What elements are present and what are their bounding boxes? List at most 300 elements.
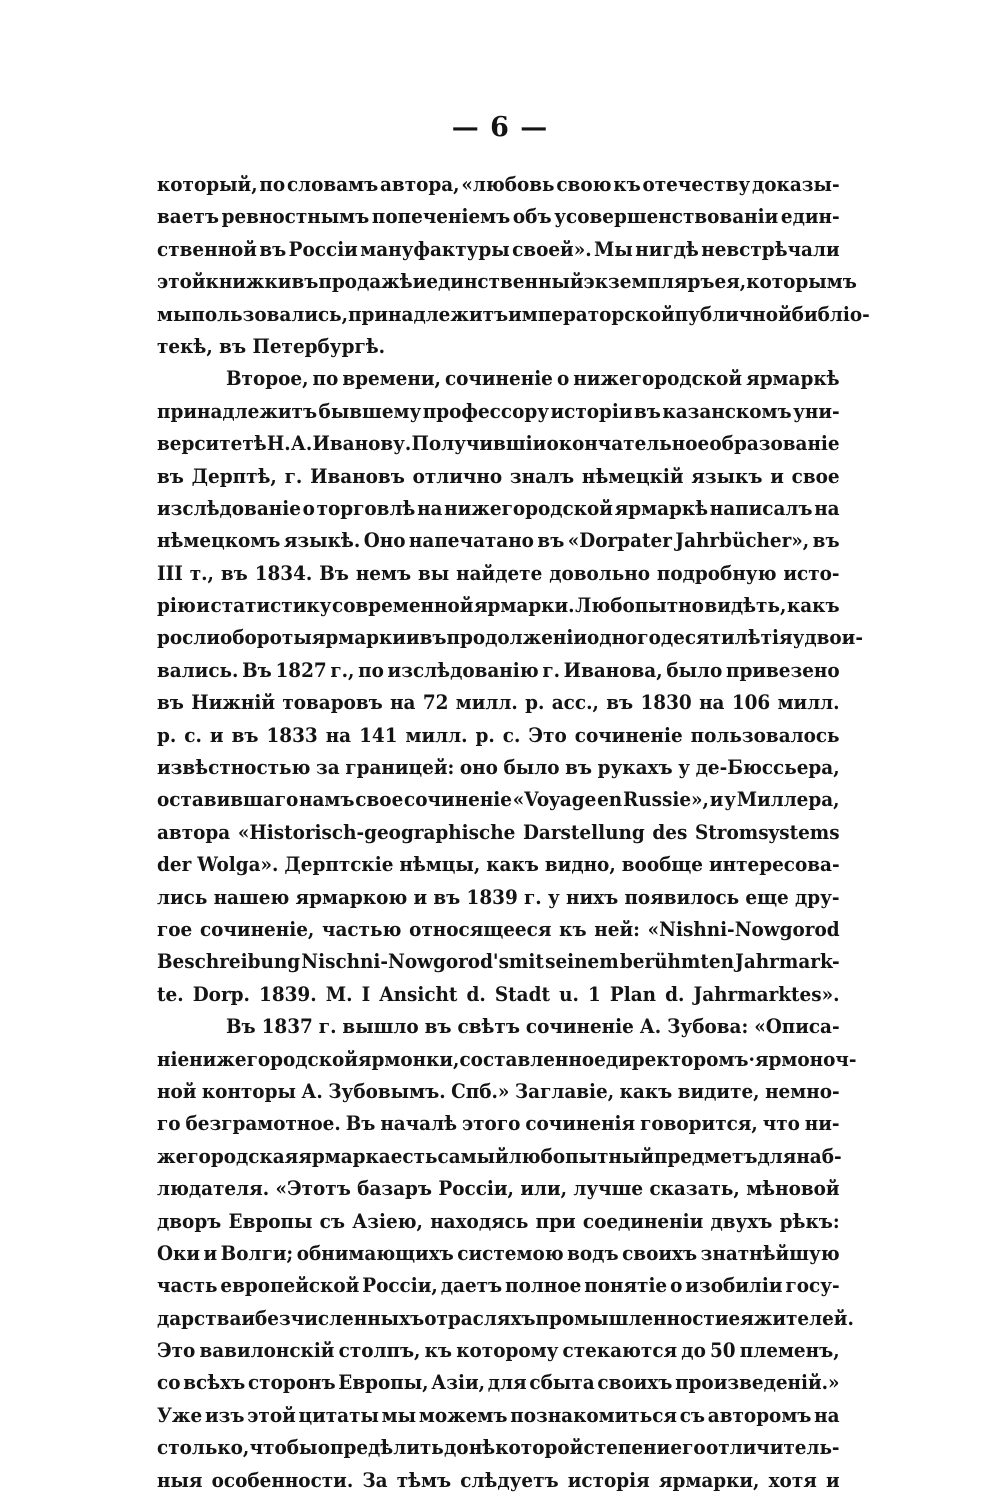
word: Въ [226,1014,256,1039]
word: объ [512,204,552,229]
word: ваетъ [157,204,219,229]
word: въ [291,269,319,294]
word: напечатано [408,528,534,553]
text-line [157,362,840,394]
word: найдете [456,560,543,585]
word: и [196,593,210,618]
word: 1830 [640,690,692,715]
word: и [709,787,724,812]
word: изслѣдованію [387,657,539,682]
word: Nischni-Nowgorod'smit [301,949,544,974]
word: сочиненіе, [199,916,315,941]
word: авторомъ [707,1402,812,1427]
word: нѣмецкомъ [157,528,281,553]
word: Заглавіе, [514,1078,615,1103]
word: жителей. [753,1305,854,1330]
word: въ [157,463,184,488]
word: гое [157,916,193,941]
word: самый [437,1143,509,1168]
word: ніе [157,1046,190,1071]
text-line [157,330,840,362]
text-line [157,200,840,232]
word: Нижній [191,690,275,715]
word: на [417,495,443,520]
word: с. [184,722,202,747]
text-line [157,881,840,913]
word: г. [284,463,303,488]
word: зналъ [509,463,575,488]
word: с. [502,722,521,747]
word: немъ [355,560,412,585]
word: ярмонки, [357,1046,460,1071]
word: г. [542,657,561,682]
word: Спб.» [451,1078,510,1103]
word: Stadt [494,981,550,1006]
word: милл. [405,722,468,747]
word: водъ [567,1240,619,1265]
word: товаровъ [282,690,383,715]
text-line [157,751,840,783]
word: сказать, [649,1176,740,1201]
text-line [157,427,840,459]
word: по [312,366,339,391]
word: росли [157,625,220,650]
word: Beschreibung [157,949,301,974]
word: доказы- [752,172,840,196]
word: и [770,463,784,488]
word: есть [390,1143,438,1168]
word: къ [559,916,587,941]
word: дарства [157,1305,242,1330]
word: въ [259,236,287,261]
word: принадлежитъ [157,398,318,423]
word: te. [157,981,184,1006]
word: Оно [363,528,406,553]
word: сбыта [529,1370,595,1395]
word: столпъ, [338,1338,421,1363]
word: степени [583,1435,671,1460]
text-line [157,1464,840,1496]
word: А. [301,1078,323,1103]
word: полное [505,1273,582,1298]
word: d. [466,981,486,1006]
word: исторія [567,1467,650,1492]
word: Дерптскіе [284,852,394,877]
word: съ [319,1208,345,1233]
word: Европы [228,1208,313,1233]
word: книжки [205,269,292,294]
word: г. [318,1014,337,1039]
word: словамъ [286,172,379,196]
word: исто- [783,560,840,585]
word: Получившіи [411,431,547,456]
word: было [666,657,723,682]
word: ея, [714,269,747,294]
text-line [157,557,840,589]
word: ярмаркою [295,884,408,909]
word: видно, [544,852,616,877]
word: нижегородской [444,495,613,520]
word: «любовь [461,172,555,196]
word: г., [330,657,355,682]
text-line [157,654,840,686]
text-line [157,945,840,977]
word: нѣмецкій [581,463,684,488]
word: или, [520,1176,568,1201]
word: ственной [157,236,257,261]
word: 1833 [266,722,318,747]
word: съ [679,1402,706,1427]
text-line [157,1269,840,1301]
word: относящееся [409,916,552,941]
word: европейской [220,1273,360,1298]
word: на [699,690,725,715]
word: безчисленныхъ [255,1305,425,1330]
word: торговлѣ [316,495,416,520]
word: подробную [656,560,777,585]
word: какъ [619,1078,673,1103]
word: въ [157,690,184,715]
word: въ [219,333,247,358]
text-line [157,1431,840,1463]
word: вались. [157,657,239,682]
word: Иванова, [563,657,663,682]
word: оставившаго [157,787,299,812]
word: частью [322,916,402,941]
word: Н. [266,431,291,456]
word: 106 [731,690,771,715]
word: Мы [594,236,633,261]
word: въ [220,560,248,585]
word: у [547,884,560,909]
word: привезено [725,657,840,682]
word: рѣкъ: [779,1208,840,1233]
word: продолженіи [446,625,588,650]
word: г. [524,884,542,909]
word: Ansicht [379,981,458,1006]
word: стекаются [562,1338,678,1363]
text-line [157,298,870,330]
word: отечеству [642,172,751,196]
word: со [157,1370,181,1395]
word: Дерптѣ, [191,463,277,488]
word: составленное [459,1046,606,1071]
word: Plan [609,981,657,1006]
word: особенности. [211,1467,354,1492]
word: экземпляръ [583,269,715,294]
word: къ [424,1338,453,1363]
word: seinem [545,949,619,974]
word: III [157,560,183,585]
word: 141 [359,722,398,747]
word: профессору [422,398,550,423]
text-line [157,783,840,815]
text-line [157,719,840,751]
text-line [157,686,840,718]
word: на [325,722,352,747]
word: для [757,1143,797,1168]
word: немно- [765,1078,840,1103]
word: Уже [157,1402,203,1427]
word: изслѣдованіе [157,495,301,520]
word: оно [459,755,498,780]
word: лучше [573,1176,644,1201]
word: которымъ [746,269,857,294]
word: по [358,657,384,682]
word: отлично [412,463,503,488]
word: Въ [319,560,349,585]
word: ни- [804,1111,840,1136]
word: языкѣ. [283,528,361,553]
word: наб- [796,1143,842,1168]
word: р. [157,722,177,747]
word: ·ярмоноч- [748,1046,857,1071]
word: дворъ [157,1208,222,1233]
word: часть [157,1273,218,1298]
word: обнимающихъ [296,1240,454,1265]
text-line [157,1140,840,1172]
text-line [157,233,840,265]
word: асс., [551,690,599,715]
word: дру- [795,884,840,909]
word: нижегородской [189,1046,358,1071]
word: «Nishni-Nowgorod [647,916,840,941]
word: даетъ [440,1273,503,1298]
word: вы [418,560,450,585]
word: en [597,787,623,812]
word: директоромъ [605,1046,749,1071]
word: автора [157,819,231,844]
word: этой [247,1402,296,1427]
word: при [535,1208,576,1233]
word: нѣмцы, [399,852,481,877]
word: верситетѣ [157,431,267,456]
word: «Описа- [754,1014,840,1039]
word: было [503,755,560,780]
word: милл. [455,690,518,715]
word: сторонъ [247,1370,336,1395]
word: и [241,1305,256,1330]
word: Wolga». [197,852,279,877]
word: интересова- [708,852,840,877]
word: и [413,884,428,909]
word: цитаты [298,1402,379,1427]
word: образованіе [709,431,840,456]
word: въ [565,755,593,780]
word: можемъ [418,1402,508,1427]
word: намъ [299,787,355,812]
word: Любопытно [575,593,704,618]
word: р. [475,722,495,747]
word: на [390,690,416,715]
word: появилось [624,884,740,909]
word: находясь [430,1208,529,1233]
word: «Dorpater [567,528,672,553]
text-line [157,621,863,653]
word: Оки [157,1240,200,1265]
word: «Этотъ [275,1176,351,1201]
word: обороты [219,625,312,650]
word: ней: [594,916,640,941]
word: А. [290,431,313,456]
word: что [762,1111,800,1136]
word: какъ [786,593,840,618]
word: на [814,1402,840,1427]
word: и [203,1240,218,1265]
text-line [157,1334,840,1366]
word: Россіи, [438,1176,514,1201]
word: Jahrmark- [735,949,840,974]
word: этого [461,1111,521,1136]
word: любопытный [508,1143,654,1168]
word: Миллера, [736,787,840,812]
word: го [157,1111,181,1136]
word: der [157,852,192,877]
word: по [259,172,286,196]
word: Второе, [226,366,309,391]
word: Въ [345,1111,376,1136]
text-line [157,168,840,200]
word: Россіи [288,236,358,261]
word: этой [157,269,206,294]
text-line [157,1043,857,1075]
word: сочиненіе [574,722,683,747]
text-line [157,816,840,848]
word: о [302,495,315,520]
word: изобиліи [685,1273,783,1298]
word: отрасляхъ [424,1305,536,1330]
word: пользовались, [191,301,349,326]
word: языкъ [691,463,763,488]
word: рію [157,593,196,618]
word: опредѣлить [317,1435,444,1460]
word: де-Бюссьера, [695,755,840,780]
word: I [361,981,371,1006]
word: 1837 [261,1014,313,1039]
word: Волги; [220,1240,294,1265]
word: 1827 [275,657,327,682]
word: удвои- [792,625,863,650]
word: свѣтъ [457,1014,520,1039]
word: въ [433,884,461,909]
word: продажѣ [318,269,413,294]
text-line [157,589,840,621]
word: за [316,755,340,780]
word: Dorp. [192,981,250,1006]
word: нашею [213,884,290,909]
word: изъ [204,1402,245,1427]
word: времени, [342,366,441,391]
word: мѣновой [746,1176,840,1201]
word: до [444,1435,469,1460]
word: сочиненія [525,1111,636,1136]
word: des [652,819,688,844]
word: Зубова: [667,1014,749,1039]
word: императорской [508,301,675,326]
word: «Voyage [512,787,597,812]
word: попеченіемъ [371,204,511,229]
word: базаръ [357,1176,433,1201]
word: Россіи, [362,1273,438,1298]
word: понятіе [584,1273,668,1298]
word: 1839 [466,884,518,909]
word: соединеніи [582,1208,704,1233]
word: слѣдуетъ [460,1467,559,1492]
word: сочиненіе [525,1014,634,1039]
word: предметъ [653,1143,758,1168]
word: р. [525,690,545,715]
word: Петербургѣ. [252,333,386,358]
word: у [724,787,736,812]
word: ныя [157,1467,203,1492]
word: Ивановъ [310,463,405,488]
text-line [157,395,840,427]
word: Jahrbücher», [675,528,810,553]
word: мы [157,301,192,326]
word: видите, [677,1078,760,1103]
word: вообще [621,852,703,877]
word: двухъ [710,1208,773,1233]
word: усовершенствованіи [554,204,779,229]
word: до [681,1338,706,1363]
word: 72 [422,690,449,715]
word: всѣхъ [183,1370,246,1395]
word: Russie», [622,787,709,812]
word: вышло [342,1014,419,1039]
word: принадлежитъ [348,301,509,326]
word: ярмаркѣ [614,495,709,520]
word: berühmten [619,949,734,974]
word: нѣкоторой [468,1435,584,1460]
word: промышленности [535,1305,729,1330]
word: въ [424,1014,452,1039]
word: написалъ [709,495,813,520]
word: Европы, [338,1370,429,1395]
text-line [157,913,840,945]
word: Это [157,1338,196,1363]
word: милл. [777,690,840,715]
text-line [157,1172,840,1204]
word: познакомиться [510,1402,677,1427]
word: един- [780,204,840,229]
word: ревностнымъ [221,204,370,229]
word: окончательное [546,431,710,456]
word: на [814,495,840,520]
text-line [157,492,840,524]
word: своихъ [597,1370,673,1395]
word: лись [157,884,208,909]
text-line [157,1075,840,1107]
word: ярмаркѣ [746,366,840,391]
word: своихъ [622,1240,698,1265]
word: и [412,269,427,294]
word: d. [665,981,685,1006]
text-line [157,265,857,297]
word: чтобы [249,1435,318,1460]
word: жегородская [157,1143,299,1168]
word: мы [381,1402,417,1427]
word: отличитель- [705,1435,840,1460]
word: нижегородской [573,366,743,391]
word: племенъ, [739,1338,840,1363]
text-line [157,1205,840,1237]
word: нигдѣ [635,236,699,261]
word: уни- [793,398,840,423]
word: и [209,722,224,747]
word: Иванову. [312,431,412,456]
word: ярмарки [311,625,406,650]
word: сочиненіе [404,787,512,812]
